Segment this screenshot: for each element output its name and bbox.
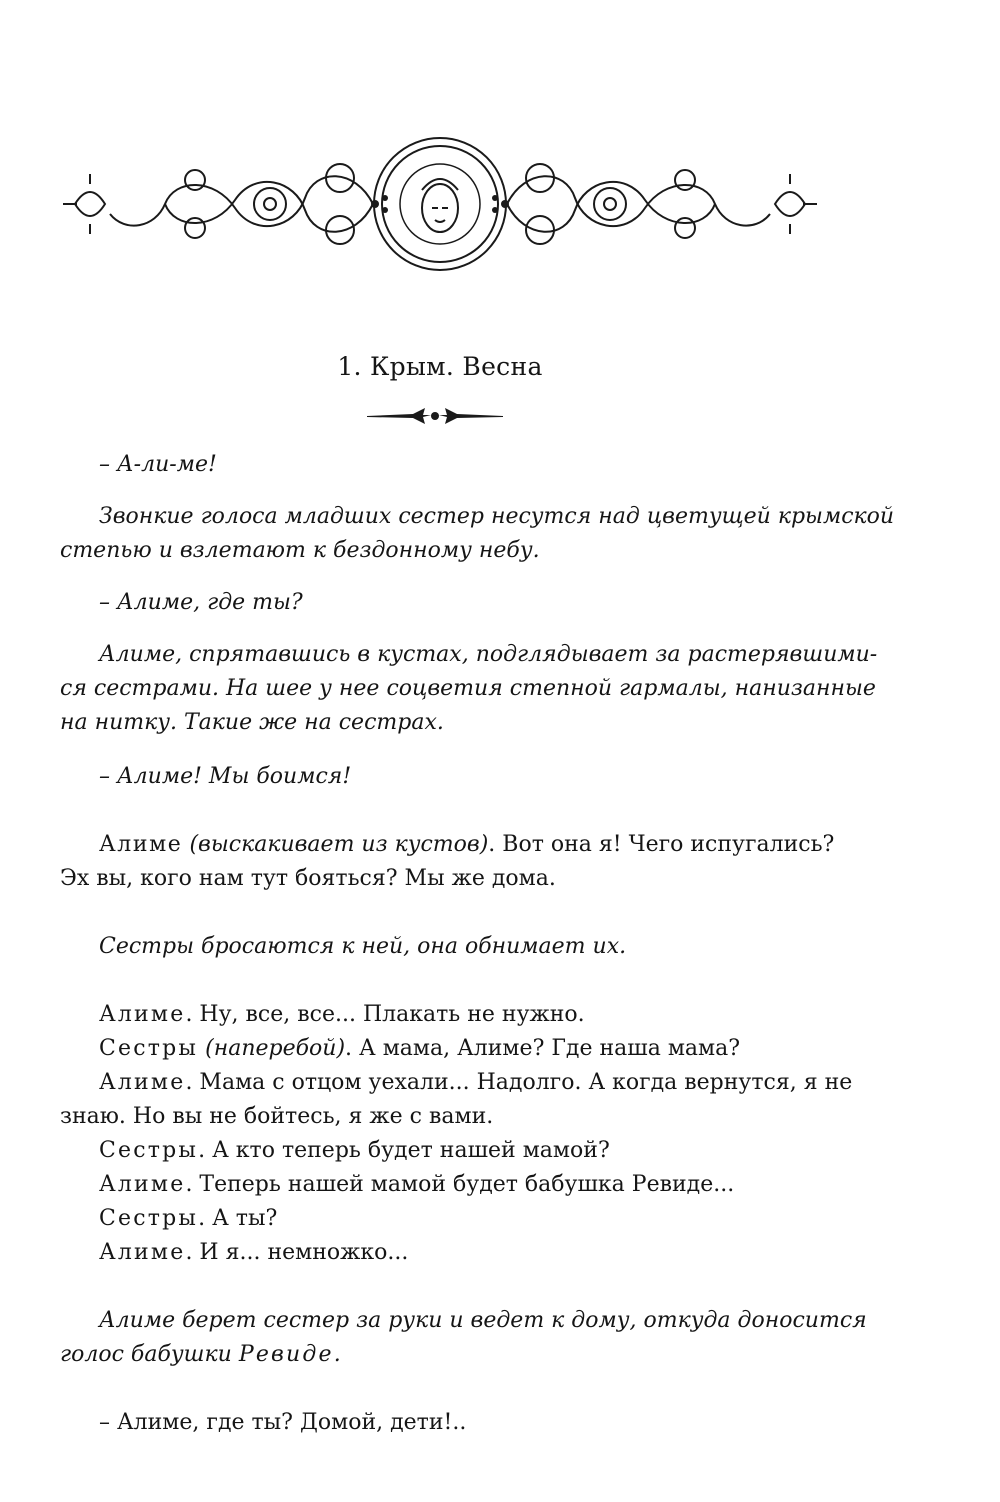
speech: . И я... немножко... xyxy=(185,1240,409,1265)
dialog-line xyxy=(99,998,585,1032)
text-line: Алиме, спрятавшись в кустах, подглядывает за растерявшими- xyxy=(99,642,878,667)
text-fragment: голос бабушки xyxy=(60,1342,232,1367)
speech: . А ты? xyxy=(198,1206,278,1231)
dialog-line xyxy=(99,1032,740,1066)
speech: . Вот она я! Чего испугались? xyxy=(488,832,835,857)
speaker-alime: Алиме xyxy=(99,1002,186,1027)
title-flourish-divider xyxy=(365,404,505,426)
speaker-sestry: Сестры xyxy=(99,1138,199,1163)
text-line: – А-ли-ме! xyxy=(99,452,217,477)
speech: . Ну, все, все... Плакать не нужно. xyxy=(185,1002,585,1027)
text-line: знаю. Но вы не бойтесь, я же с вами. xyxy=(60,1104,494,1129)
speaker-sestry: Сестры xyxy=(99,1036,199,1061)
speaker-alime: Алиме xyxy=(99,1240,186,1265)
dialog-line xyxy=(99,1168,734,1202)
text-line: степью и взлетают к бездонному небу. xyxy=(60,538,540,563)
stage-direction: (наперебой) xyxy=(205,1036,346,1061)
speech: . Теперь нашей мамой будет бабушка Ревиде... xyxy=(185,1172,735,1197)
text-line: – Алиме! Мы боимся! xyxy=(99,764,352,789)
text-line: – Алиме, где ты? xyxy=(99,590,303,615)
dialog-line xyxy=(99,1236,408,1270)
speech: . А кто теперь будет нашей мамой? xyxy=(198,1138,610,1163)
stage-direction: (выскакивает из кустов) xyxy=(189,832,489,857)
speech: . А мама, Алиме? Где наша мама? xyxy=(345,1036,741,1061)
text-line: ся сестрами. На шее у нее соцветия степной гармалы, нанизанные xyxy=(60,676,876,701)
dialog-line xyxy=(99,1066,852,1100)
speaker-alime: Алиме xyxy=(99,1070,186,1095)
chapter-title: 1. Крым. Весна xyxy=(337,352,543,381)
ornament-header xyxy=(55,128,825,280)
dialog-line xyxy=(99,1134,610,1168)
dialog-line xyxy=(99,1202,277,1236)
speaker-alime: Алиме xyxy=(99,832,183,857)
text-line: Звонкие голоса младших сестер несутся над цветущей крымской xyxy=(99,504,895,529)
speaker-alime: Алиме xyxy=(99,1172,186,1197)
speaker-revide: Ревиде xyxy=(238,1342,334,1367)
text-line: Сестры бросаются к ней, она обнимает их. xyxy=(99,934,627,959)
text-line: Эх вы, кого нам тут бояться? Мы же дома. xyxy=(60,866,556,891)
text-line: на нитку. Такие же на сестрах. xyxy=(60,710,444,735)
text-line: – Алиме, где ты? Домой, дети!.. xyxy=(99,1410,467,1435)
speech: . Мама с отцом уехали... Надолго. А когда вернутся, я не xyxy=(185,1070,853,1095)
text-line: голос бабушки Ревиде. xyxy=(60,1342,341,1367)
speaker-sestry: Сестры xyxy=(99,1206,199,1231)
text-line: Алиме берет сестер за руки и ведет к дому, откуда доносится xyxy=(99,1308,867,1333)
dialog-line xyxy=(99,828,834,862)
